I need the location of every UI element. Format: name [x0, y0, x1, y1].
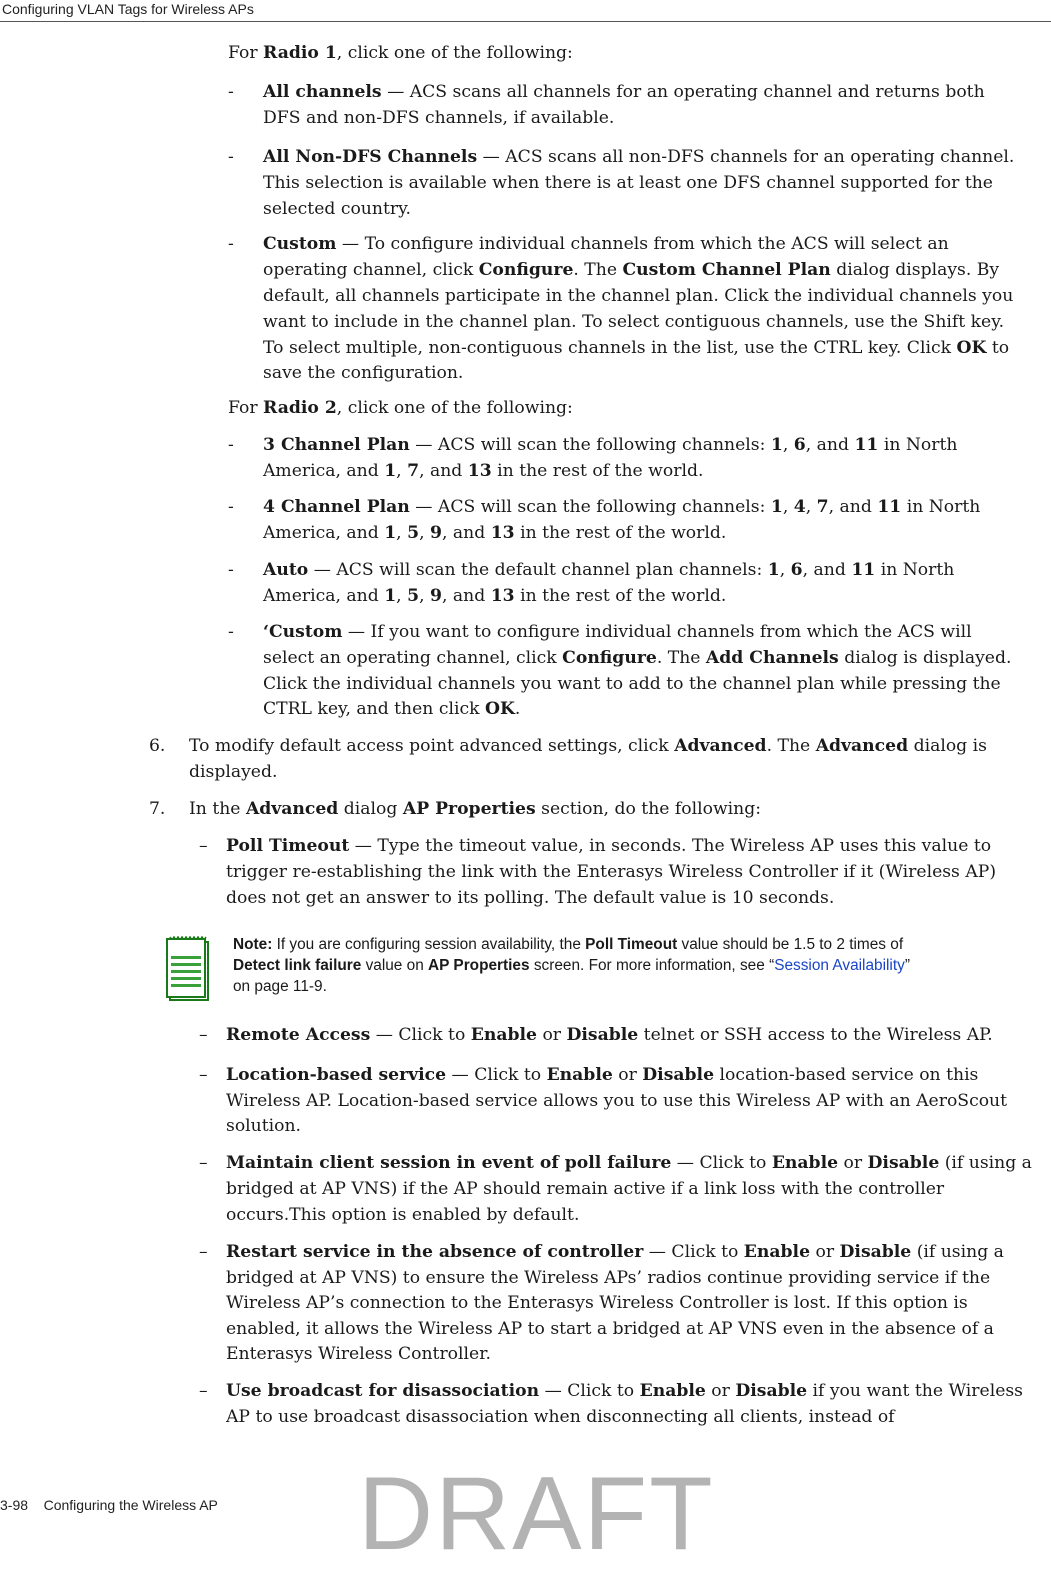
list-item-line: To select multiple, non-contiguous channels in the list, use the CTRL key. Click OK to	[263, 338, 1010, 358]
radio2-intro: For Radio 2, click one of the following:	[228, 398, 573, 418]
list-item-line: This selection is available when there is at least one DFS channel supported for the	[263, 173, 993, 193]
list-item-line: America, and 1, 7, and 13 in the rest of the world.	[263, 461, 704, 481]
list-item-line: Wireless AP. Location-based service allows you to use this Wireless AP with an AeroScout	[226, 1091, 1008, 1111]
bullet-dash: -	[228, 82, 234, 102]
step-7-text: In the Advanced dialog AP Properties section, do the following:	[189, 799, 762, 819]
list-item-custom-radio2: ‘Custom — If you want to configure individual channels from which the ACS will	[263, 622, 972, 642]
list-item-custom: Custom — To configure individual channels from which the ACS will select an	[263, 234, 949, 254]
list-item-line: select an operating channel, click Configure. The Add Channels dialog is displayed.	[263, 648, 1012, 668]
list-item-line: operating channel, click Configure. The Custom Channel Plan dialog displays. By	[263, 260, 1000, 280]
list-item-line: AP to use broadcast disassociation when disconnecting all clients, instead of	[226, 1407, 895, 1427]
step-6-text: To modify default access point advanced settings, click Advanced. The Advanced dialog is	[189, 736, 987, 756]
step-number: 6.	[149, 736, 166, 756]
list-item-line: Wireless AP’s connection to the Enterasys Wireless Controller is lost. If this option is	[226, 1293, 968, 1313]
bullet-dash: –	[199, 1381, 208, 1401]
list-item-line: Click the individual channels you want to add to the channel plan while pressing the	[263, 674, 1001, 694]
step-6-line: displayed.	[189, 762, 278, 782]
list-item-line: enabled, it allows the Wireless AP to start a bridged at AP VNS even in the absence of a	[226, 1319, 994, 1339]
bullet-dash: –	[199, 1242, 208, 1262]
bullet-dash: –	[199, 1153, 208, 1173]
note-line: on page 11-9.	[233, 978, 327, 995]
note-line: Note: If you are configuring session availability, the Poll Timeout value should be 1.5 to 2 times of	[233, 936, 904, 953]
list-item-line: bridged at AP VNS) if the AP should remain active if a link loss with the controller	[226, 1179, 945, 1199]
note-box	[233, 934, 1051, 997]
page-footer	[0, 1497, 218, 1513]
bullet-dash: -	[228, 560, 234, 580]
list-item-line: America, and 1, 5, 9, and 13 in the rest of the world.	[263, 586, 727, 606]
list-item-maintain: Maintain client session in event of poll failure — Click to Enable or Disable (if using a	[226, 1153, 1032, 1173]
list-item-remote-access: Remote Access — Click to Enable or Disable telnet or SSH access to the Wireless AP.	[226, 1025, 993, 1045]
notepad-icon	[166, 936, 210, 1002]
list-item-line: default, all channels participate in the channel plan. Click the individual channels you	[263, 286, 1014, 306]
list-item-line: trigger re-establishing the link with the Enterasys Wireless Controller if it (Wireless AP)	[226, 862, 997, 882]
bullet-dash: -	[228, 435, 234, 455]
bullet-dash: –	[199, 836, 208, 856]
draft-watermark: DRAFT	[358, 1456, 715, 1572]
bullet-dash: –	[199, 1025, 208, 1045]
bullet-dash: -	[228, 234, 234, 254]
list-item-auto: Auto — ACS will scan the default channel plan channels: 1, 6, and 11 in North	[263, 560, 955, 580]
bullet-dash: -	[228, 622, 234, 642]
list-item-line: save the configuration.	[263, 363, 464, 383]
list-item-line: Enterasys Wireless Controller.	[226, 1344, 491, 1364]
bullet-dash: -	[228, 147, 234, 167]
list-item-line: DFS and non-DFS channels, if available.	[263, 108, 615, 128]
list-item-4-channel: 4 Channel Plan — ACS will scan the following channels: 1, 4, 7, and 11 in North	[263, 497, 981, 517]
bullet-dash: –	[199, 1065, 208, 1085]
list-item-line: want to include in the channel plan. To select contiguous channels, use the Shift key.	[263, 312, 1005, 332]
step-number: 7.	[149, 799, 166, 819]
list-item-3-channel: 3 Channel Plan — ACS will scan the following channels: 1, 6, and 11 in North	[263, 435, 958, 455]
note-line: Detect link failure value on AP Properties screen. For more information, see “Session Availability”	[233, 957, 910, 974]
list-item-location: Location-based service — Click to Enable or Disable location-based service on this	[226, 1065, 979, 1085]
list-item-line: solution.	[226, 1116, 302, 1136]
list-item-restart: Restart service in the absence of controller — Click to Enable or Disable (if using a	[226, 1242, 1004, 1262]
list-item-line: selected country.	[263, 199, 411, 219]
footer-section: Configuring the Wireless AP	[43, 1497, 218, 1513]
list-item-line: does not get an answer to its polling. The default value is 10 seconds.	[226, 888, 835, 908]
list-item-all-channels: All channels — ACS scans all channels for an operating channel and returns both	[263, 82, 985, 102]
bullet-dash: -	[228, 497, 234, 517]
list-item-non-dfs: All Non-DFS Channels — ACS scans all non-DFS channels for an operating channel.	[263, 147, 1015, 167]
list-item-broadcast: Use broadcast for disassociation — Click to Enable or Disable if you want the Wireless	[226, 1381, 1024, 1401]
list-item-line: CTRL key, and then click OK.	[263, 699, 521, 719]
list-item-poll-timeout: Poll Timeout — Type the timeout value, in seconds. The Wireless AP uses this value to	[226, 836, 992, 856]
list-item-line: bridged at AP VNS) to ensure the Wireless APs’ radios continue providing service if the	[226, 1268, 991, 1288]
list-item-line: America, and 1, 5, 9, and 13 in the rest of the world.	[263, 523, 727, 543]
running-header: Configuring VLAN Tags for Wireless APs	[0, 0, 1051, 22]
radio1-intro: For Radio 1, click one of the following:	[228, 43, 573, 63]
session-availability-link[interactable]: Session Availability	[774, 957, 905, 974]
page-number: 3-98	[0, 1497, 29, 1513]
list-item-line: occurs.This option is enabled by default.	[226, 1205, 580, 1225]
